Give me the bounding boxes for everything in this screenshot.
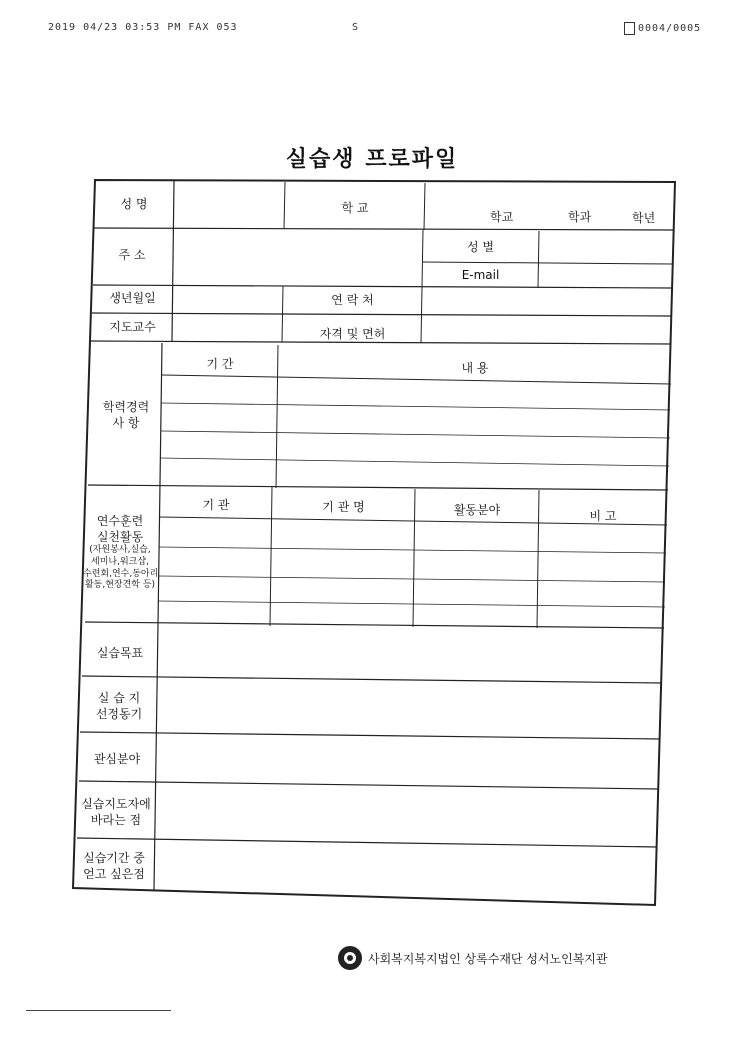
training-note-line1: (자원봉사,실습, <box>89 545 151 556</box>
col-divider-gender-value <box>538 231 539 288</box>
want-label-line2: 얻고 싶은점 <box>83 867 145 882</box>
train-row-line <box>159 576 665 582</box>
email-label: E-mail <box>461 268 500 282</box>
motive-label <box>82 690 156 722</box>
row-divider <box>93 285 672 288</box>
row-divider <box>94 228 673 230</box>
train-col-org-name: 기 관 명 <box>322 500 365 514</box>
train-col-divider <box>413 489 415 627</box>
label-column-divider <box>154 624 158 890</box>
row-divider <box>80 732 660 739</box>
train-col-org: 기 관 <box>202 498 230 512</box>
birth-label: 생년월일 <box>109 291 156 305</box>
col-divider-contact <box>421 287 422 343</box>
training-label-line2: 실천활동 <box>96 530 144 545</box>
row-divider <box>88 485 668 490</box>
gender-label: 성 별 <box>467 240 494 254</box>
contact-label: 연 락 처 <box>331 293 374 307</box>
fax-header-mid: S <box>352 22 360 33</box>
education-label-line2: 사 항 <box>112 416 140 431</box>
name-label: 성 명 <box>120 197 148 211</box>
edu-row-line <box>160 458 669 466</box>
col-divider-gender <box>422 230 423 287</box>
row-divider <box>79 781 659 789</box>
want-label-line1: 실습기간 중 <box>83 851 145 865</box>
advisor-label: 지도교수 <box>109 320 156 334</box>
education-label-line1: 학력경력 <box>102 400 150 414</box>
train-row-line <box>158 601 665 607</box>
school-label: 학 교 <box>341 201 369 215</box>
school-suffix-dept: 학과 <box>568 210 592 224</box>
row-divider <box>92 313 671 316</box>
edu-period-divider <box>276 345 278 488</box>
education-label <box>92 399 160 431</box>
training-label <box>83 513 157 592</box>
license-label: 자격 및 면허 <box>319 327 386 341</box>
want-label <box>76 850 152 882</box>
foundation-logo-icon <box>338 946 362 970</box>
bottom-cut-line <box>26 1010 171 1011</box>
school-suffix-school: 학교 <box>490 210 514 224</box>
col-divider-school <box>284 182 285 229</box>
school-suffix-year: 학년 <box>632 211 656 225</box>
expect-label <box>78 796 154 828</box>
row-divider <box>82 676 662 683</box>
fax-header-left: 2019 04/23 03:53 PM FAX 053 <box>48 22 238 33</box>
motive-label-line2: 선정동기 <box>95 707 143 722</box>
edu-header-divider <box>162 375 671 384</box>
col-divider-school-value <box>424 183 425 230</box>
form-outer-border <box>73 180 675 905</box>
edu-row-line <box>161 403 670 410</box>
train-col-remarks: 비 고 <box>589 509 617 523</box>
expect-label-line1: 실습지도자에 <box>81 797 151 811</box>
row-divider <box>77 838 657 847</box>
interest-label: 관심분야 <box>93 752 141 766</box>
label-column-divider <box>158 343 162 624</box>
address-label: 주 소 <box>118 248 146 262</box>
col-divider-birth <box>282 286 283 342</box>
train-row-line <box>159 547 666 553</box>
training-label-line1: 연수훈련 <box>96 514 144 528</box>
edu-col-content: 내 용 <box>461 361 489 375</box>
edu-col-period: 기 간 <box>206 357 234 371</box>
page-title: 실습생 프로파일 <box>285 147 459 172</box>
footer-org <box>338 946 607 970</box>
train-col-field: 활동분야 <box>453 503 501 517</box>
training-note-line2: 세미나,워크샵, <box>91 557 149 568</box>
train-col-divider <box>270 487 272 626</box>
expect-label-line2: 바라는 점 <box>90 813 142 828</box>
training-note-line4: 활동,현장견학 등) <box>84 580 156 591</box>
goal-label: 실습목표 <box>96 646 144 660</box>
training-note-line3: 수련회,연수,동아리 <box>83 568 159 579</box>
gender-email-divider <box>423 262 673 264</box>
label-column-divider <box>172 181 174 341</box>
edu-row-line <box>161 431 670 438</box>
fax-page-count: 0004/0005 <box>638 23 702 34</box>
motive-label-line1: 실 습 지 <box>97 691 141 705</box>
footer-org-name: 사회복지복지법인 상록수재단 성서노인복지관 <box>368 951 608 966</box>
row-divider <box>85 622 664 628</box>
train-col-divider <box>537 490 539 628</box>
